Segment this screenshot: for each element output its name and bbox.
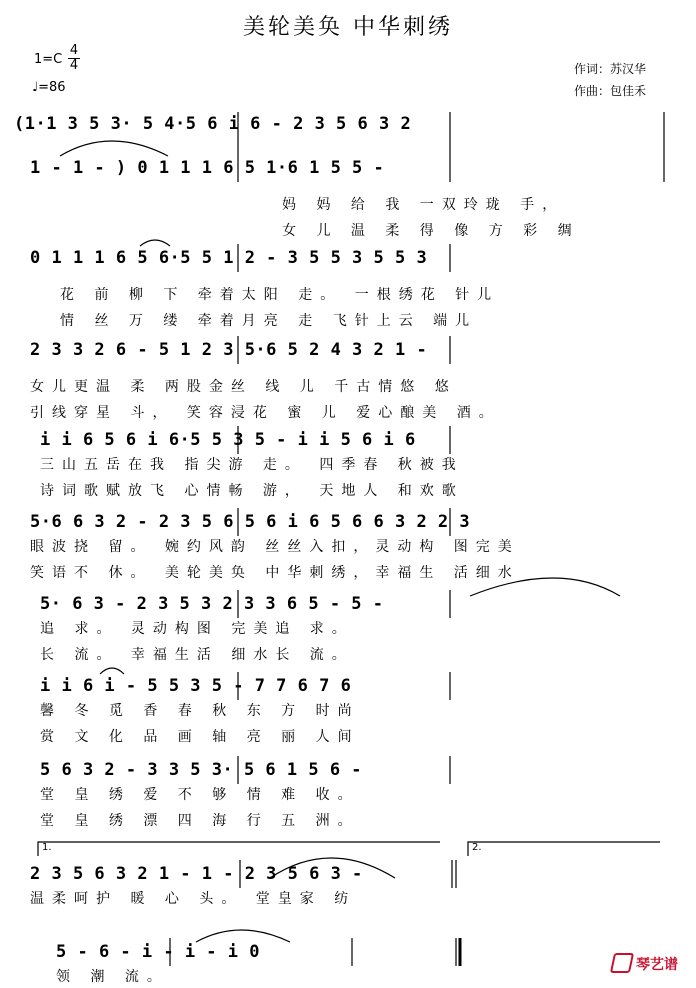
slur [60,141,168,156]
row-10-notes: 2 3 5 6 3 2 1 - 1 - 2 3 5 6 3 - [30,864,363,884]
row-2-notes: 1 - 1 - ) 0 1 1 1 6 5 1·6 1 5 5 - [30,158,385,178]
meter-top: 4 [69,43,79,58]
meter-bottom: 4 [69,58,79,73]
row-6-notes: 5·6 6 3 2 - 2 3 5 6 5 6 i 6 5 6 6 3 2 2 3 [30,512,471,532]
row-8-lyric-2: 赏 文 化 品 画 轴 亮 丽 人间 [40,729,360,745]
row-5-lyric-1: 三山五岳在我 指尖游 走。 四季春 秋被我 [40,457,464,473]
row-7-lyric-1: 追 求。 灵动构图 完美追 求。 [40,621,354,637]
brand-logo-icon [610,953,634,973]
slur [140,240,170,246]
row-2-lyric-1: 妈 妈 给 我 一双玲珑 手， [282,197,565,213]
slur [100,668,124,674]
row-6-lyric-2: 笑语不 休。 美轮美奂 中华刺绣，幸福生 活细水 [30,565,520,581]
key-signature: 1=C [34,52,63,67]
row-7-notes: 5· 6 3 - 2 3 5 3 2 3 3 6 5 - 5 - [40,594,384,614]
row-6-lyric-1: 眼波挠 留。 婉约风韵 丝丝入扣，灵动构 图完美 [30,539,520,555]
watermark [612,953,678,974]
row-5-lyric-2: 诗词歌赋放飞 心情畅 游， 天地人 和欢歌 [40,483,464,499]
row-8-notes: i i 6 i - 5 5 3 5 - 7 7 6 7 6 [40,676,352,696]
slur [196,930,290,942]
row-4-notes: 2 3 3 2 6 - 5 1 2 3 5·6 5 2 4 3 2 1 - [30,340,428,360]
row-4-lyric-2: 引线穿星 斗， 笑容浸花 蜜 儿 爱心酿美 酒。 [30,405,501,421]
volta-2-label: 2. [472,842,482,853]
row-1-notes: (1·1 3 5 3· 5 4·5 6 i 6 - 2 3 5 6 3 2 [14,114,412,134]
row-2-lyric-2: 女 儿 温 柔 得 像 方 彩 绸 [282,223,580,239]
row-3-lyric-2: 情 丝 万 缕 牵着月亮 走 飞针上云 端儿 [60,313,478,329]
volta-1-label: 1. [42,842,52,853]
row-7-lyric-2: 长 流。 幸福生活 细水长 流。 [40,647,354,663]
slur [270,858,395,878]
composer: 作曲：包佳禾 [574,84,647,98]
row-9-lyric-1: 堂 皇 绣 爱 不 够 情 难 收。 [40,787,360,803]
volta-1-bracket [38,842,440,856]
lyricist: 作词：苏汉华 [574,62,647,76]
row-10-lyric-1: 温柔呵护 暖 心 头。 堂皇家 纺 [30,891,357,907]
row-3-notes: 0 1 1 1 6 5 6·5 5 1 2 - 3 5 5 3 5 5 3 [30,248,428,268]
row-11-notes: 5 - 6 - i - i - i 0 [56,942,260,962]
watermark-text: 琴艺谱 [636,957,678,973]
volta-2-bracket [468,842,660,856]
row-9-notes: 5 6 3 2 - 3 3 5 3· 5 6 1 5 6 - [40,760,363,780]
row-11-lyric-1: 领 潮 流。 [56,969,169,985]
row-8-lyric-1: 馨 冬 觅 香 春 秋 东 方 时尚 [40,703,360,719]
row-9-lyric-2: 堂 皇 绣 漂 四 海 行 五 洲。 [40,813,360,829]
tempo-marking: ♩=86 [32,80,66,95]
song-title: 美轮美奂 中华刺绣 [243,15,453,40]
slur [470,578,620,596]
row-5-notes: i i 6 5 6 i 6·5 5 3 5 - i i 5 6 i 6 [40,430,416,450]
row-3-lyric-1: 花 前 柳 下 牵着太阳 走。 一根绣花 针儿 [60,287,500,303]
row-4-lyric-1: 女儿更温 柔 两股金丝 线 儿 千古情悠 悠 [30,379,457,395]
